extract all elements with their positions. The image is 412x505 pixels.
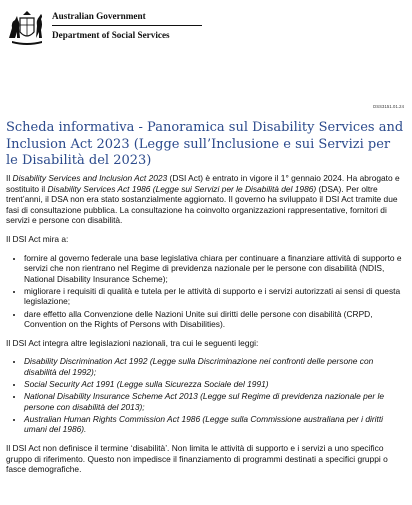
aims-heading: Il DSI Act mira a:: [6, 233, 69, 244]
intro-text: (DSA). Per oltre trent’anni, il DSA non era stato sostanzialmente aggiornato. Il governo ha sviluppato il DSI Act tramite due fasi di consultazione pubblica. La consultazione ha coinvolto organizzazioni rappresentative, fornitori di servizi e persone con disabilità.: [6, 183, 398, 226]
aims-list-item: • migliorare i requisiti di qualità e tutela per le attività di supporto e i servizi autorizzati ai sensi di questa legislazione;: [24, 286, 406, 307]
laws-list: [6, 356, 406, 435]
government-header: [6, 8, 206, 54]
laws-list-item: • Disability Discrimination Act 1992 (Legge sulla Discriminazione nei confronti delle persone con disabilità del 1992);: [24, 356, 406, 377]
aims-list: [6, 253, 406, 330]
coat-of-arms-logo: [6, 8, 48, 50]
closing-paragraph: Il DSI Act non definisce il termine ‘disabilità’. Non limita le attività di supporto e i servizi a uno specifico gruppo di riferimento. Questo non impedisce il finanziamento di programmi destinati a specifici gruppi o fasce demografiche.: [6, 442, 388, 475]
document-code: DSS3151.01.24: [373, 104, 404, 109]
act-name: Disability Services and Inclusion Act 2023: [12, 173, 168, 183]
page-title: Scheda informativa - Panoramica sul Disability Services and Inclusion Act 2023 (Legge sull’Inclusione e sui Servizi per le Disabilità del 2023): [6, 120, 404, 168]
aims-list-item: • fornire al governo federale una base legislativa chiara per continuare a finanziare attività di supporto e servizi che non rientrano nel Regime di previdenza nazionale per le persone con disabilità (NDIS, National Disability Insurance Scheme);: [24, 253, 406, 285]
intro-text: (DSI Act) è entrato in vigore il 1° gennaio 2024. Ha abrogato e sostituito il: [6, 173, 400, 194]
laws-list-item: • Australian Human Rights Commission Act 1986 (Legge sulla Commissione australiana per i diritti umani del 1986).: [24, 414, 406, 435]
aims-list-item: • dare effetto alla Convenzione delle Nazioni Unite sui diritti delle persone con disabilità (CRPD, Convention on the Rights of Persons with Disabilities).: [24, 309, 406, 330]
document-body: [6, 173, 406, 483]
intro-paragraph: [6, 173, 406, 226]
department-name: Department of Social Services: [52, 30, 170, 40]
header-rule: [52, 25, 202, 26]
old-act-name: Disability Services Act 1986 (Legge sui Servizi per le Disabilità del 1986): [47, 183, 317, 194]
intro-text: Il: [6, 173, 13, 183]
government-wordmark: [52, 10, 202, 41]
laws-list-item: • National Disability Insurance Scheme Act 2013 (Legge sul Regime di previdenza nazionale per le persone con disabilità del 2013);: [24, 391, 406, 412]
integrates-heading: Il DSI Act integra altre legislazioni nazionali, tra cui le seguenti leggi:: [6, 337, 259, 348]
government-name: Australian Government: [52, 11, 146, 21]
laws-list-item: • Social Security Act 1991 (Legge sulla Sicurezza Sociale del 1991): [24, 379, 406, 390]
